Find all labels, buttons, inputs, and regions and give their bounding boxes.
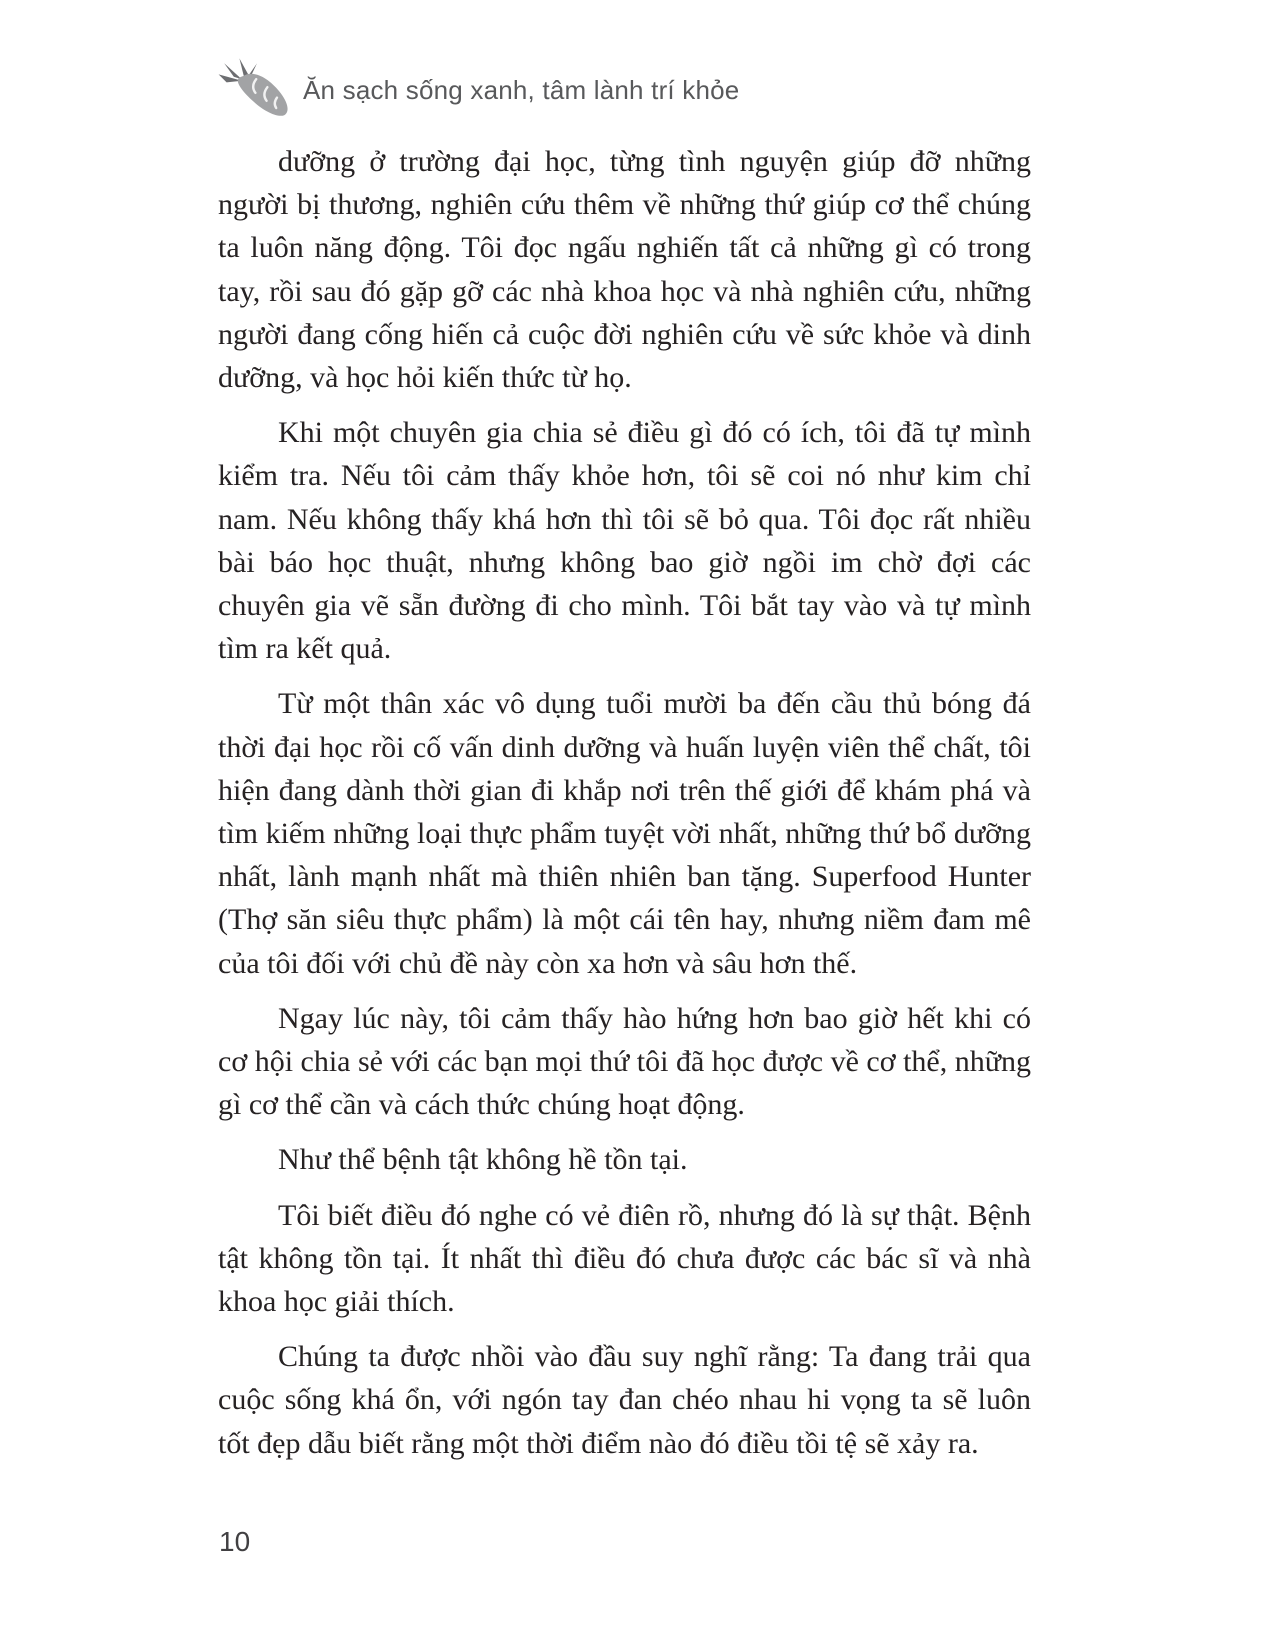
- paragraph: dưỡng ở trường đại học, từng tình nguyện giúp đỡ những người bị thương, nghiên cứu thêm về những thứ giúp cơ thể chúng ta luôn năng động. Tôi đọc ngấu nghiến tất cả những gì có trong tay, rồi sau đó gặp gỡ các nhà khoa học và nhà nghiên cứu, những người đang cống hiến cả cuộc đời nghiên cứu về sức khỏe và dinh dưỡng, và học hỏi kiến thức từ họ.: [218, 145, 1031, 395]
- paragraph: Như thể bệnh tật không hề tồn tại.: [278, 1143, 688, 1177]
- page-number: 10: [219, 1526, 251, 1557]
- paragraph: Từ một thân xác vô dụng tuổi mười ba đến cầu thủ bóng đá thời đại học rồi cố vấn dinh dưỡng và huấn luyện viên thể chất, tôi hiện đang dành thời gian đi khắp nơi trên thế giới để khám phá và tìm kiếm những loại thực phẩm tuyệt vời nhất, những thứ bổ dưỡng nhất, lành mạnh nhất mà thiên nhiên ban tặng. Superfood Hunter (Thợ săn siêu thực phẩm) là một cái tên hay, nhưng niềm đam mê của tôi đối với chủ đề này còn xa hơn và sâu hơn thế.: [218, 687, 1031, 980]
- carrot-icon: [213, 56, 293, 120]
- page-body: [218, 140, 1031, 1477]
- running-header: [213, 56, 739, 120]
- running-header-title: Ăn sạch sống xanh, tâm lành trí khỏe: [303, 74, 740, 105]
- paragraph: Khi một chuyên gia chia sẻ điều gì đó có ích, tôi đã tự mình kiểm tra. Nếu tôi cảm thấy khỏe hơn, tôi sẽ coi nó như kim chỉ nam. Nếu không thấy khá hơn thì tôi sẽ bỏ qua. Tôi đọc rất nhiều bài báo học thuật, nhưng không bao giờ ngồi im chờ đợi các chuyên gia vẽ sẵn đường đi cho mình. Tôi bắt tay vào và tự mình tìm ra kết quả.: [218, 416, 1031, 666]
- paragraph: Ngay lúc này, tôi cảm thấy hào hứng hơn bao giờ hết khi có cơ hội chia sẻ với các bạn mọi thứ tôi đã học được về cơ thể, những gì cơ thể cần và cách thức chúng hoạt động.: [218, 1001, 1031, 1122]
- paragraph: Chúng ta được nhồi vào đầu suy nghĩ rằng: Ta đang trải qua cuộc sống khá ổn, với ngón tay đan chéo nhau hi vọng ta sẽ luôn tốt đẹp dẫu biết rằng một thời điểm nào đó điều tồi tệ sẽ xảy ra.: [218, 1340, 1031, 1460]
- paragraph: Tôi biết điều đó nghe có vẻ điên rồ, nhưng đó là sự thật. Bệnh tật không tồn tại. Ít nhất thì điều đó chưa được các bác sĩ và nhà khoa học giải thích.: [218, 1198, 1031, 1319]
